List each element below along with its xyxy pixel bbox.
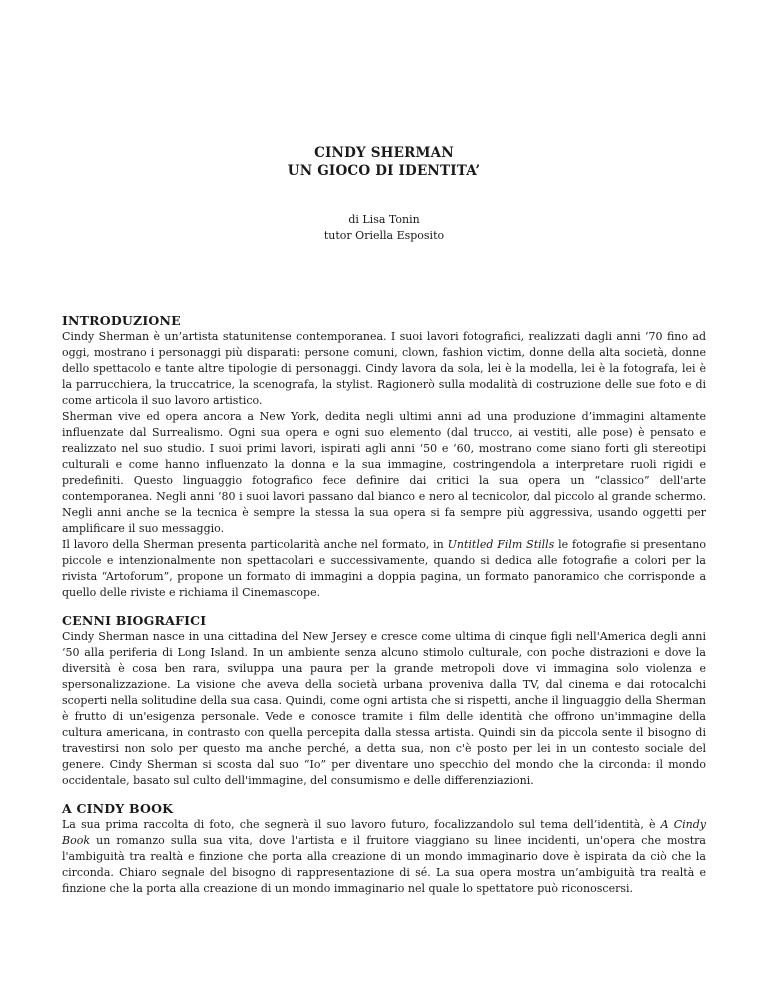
section-heading: INTRODUZIONE bbox=[62, 313, 181, 328]
section-introduzione bbox=[62, 312, 706, 601]
section-heading: A CINDY BOOK bbox=[62, 801, 174, 816]
paragraph: Sherman vive ed opera ancora a New York, dedita negli ultimi anni ad una produzione d’immagini altamente influenzate dal Surrealismo. Ogni sua opera e ogni suo elemento (dal trucco, ai vestiti, alle pose) è pensato e realizzato nel suo studio. I suoi primi lavori, ispirati agli anni ‘50 e ‘60, mostrano come siano forti gli stereotipi culturali e come hanno influenzato la donna e la sua immagine, costringendola a interpretare ruoli rigidi e predefiniti. Questo linguaggio fotografico fece definire dai critici la sua opera un “classico” dell'arte contemporanea. Negli anni ‘80 i suoi lavori passano dal bianco e nero al tecnicolor, dal piccolo al grande schermo. Negli anni anche se la tecnica è sempre la stessa la sua opera si fa sempre più aggressiva, usando oggetti per amplificare il suo messaggio. bbox=[62, 410, 706, 535]
document-body bbox=[62, 312, 706, 908]
tutor-line: tutor Oriella Esposito bbox=[323, 229, 445, 242]
paragraph: Cindy Sherman è un’artista statunitense contemporanea. I suoi lavori fotografici, realizzati dagli anni ‘70 fino ad oggi, mostrano i personaggi più disparati: persone comuni, clown, fashion victim, donne della alta società, donne dello spettacolo e tante altre tipologie di personaggi. Cindy lavora da sola, lei è la modella, lei è la fotografa, lei è la parrucchiera, la truccatrice, la scenografa, la stylist. Ragionerò sulla modalità di costruzione delle sue foto e di come articola il suo lavoro artistico. bbox=[62, 330, 706, 407]
section-heading: CENNI BIOGRAFICI bbox=[62, 613, 207, 628]
paragraph-text: le fotografie si presentano piccole e intenzionalmente non spettacolari e successivamente, quando si dedica alle fotografie a colori per la rivista “Artoforum”, propone un formato di immagini a doppia pagina, un formato panoramico che corrisponde a quello delle riviste e richiama il Cinemascope. bbox=[62, 538, 707, 599]
paragraph bbox=[62, 537, 706, 601]
author-line: di Lisa Tonin bbox=[348, 213, 420, 226]
paragraph-text: La sua prima raccolta di foto, che segnerà il suo lavoro futuro, focalizzandolo sul tema dell’identità, è bbox=[62, 818, 661, 831]
byline bbox=[0, 212, 768, 244]
paragraph: Cindy Sherman nasce in una cittadina del New Jersey e cresce come ultima di cinque figli nell'America degli anni ‘50 alla periferia di Long Island. In un ambiente senza alcuno stimolo culturale, con poche distrazioni e dove la diversità è cosa ben rara, sviluppa una paura per la grande metropoli dove vi immagina solo violenza e spersonalizzazione. La visione che aveva della società urbana proveniva dalla TV, dal cinema e dai rotocalchi scoperti nella solitudine della sua casa. Quindi, come ogni artista che si rispetti, anche il linguaggio della Sherman è frutto di un'esigenza personale. Vede e conosce tramite i film delle identità che offrono un'immagine della cultura americana, in contrasto con quella percepita dalla stessa artista. Quindi sin da piccola sente il bisogno di travestirsi non solo per questo ma anche perché, a detta sua, non c'è posto per lei in un contesto sociale del genere. Cindy Sherman si scosta dal suo “Io” per diventare uno specchio del mondo che la circonda: il mondo occidentale, basato sul culto dell'immagine, del consumismo e delle differenziazioni. bbox=[62, 630, 706, 787]
title-line-2: UN GIOCO DI IDENTITA’ bbox=[287, 163, 481, 179]
section-a-cindy-book bbox=[62, 800, 706, 897]
work-title: Untitled Film Stills bbox=[447, 538, 555, 551]
document-title bbox=[0, 144, 768, 180]
section-cenni-biografici bbox=[62, 612, 706, 789]
work-title: A Cindy Book bbox=[62, 818, 706, 847]
title-line-1: CINDY SHERMAN bbox=[314, 145, 454, 161]
paragraph-text: un romanzo sulla sua vita, dove l'artista e il fruitore viaggiano su linee incidenti, un'opera che mostra l'ambiguità tra realtà e finzione che porta alla creazione di un mondo immaginario dove è ispirata da ciò che la circonda. Chiaro segnale del bisogno di rappresentazione di sé. La sua opera mostra un’ambiguità tra realtà e finzione che la porta alla creazione di un mondo immaginario nel quale lo spettatore può riconoscersi. bbox=[62, 834, 706, 895]
paragraph bbox=[62, 817, 706, 897]
paragraph-text: Il lavoro della Sherman presenta particolarità anche nel formato, in bbox=[62, 538, 448, 551]
